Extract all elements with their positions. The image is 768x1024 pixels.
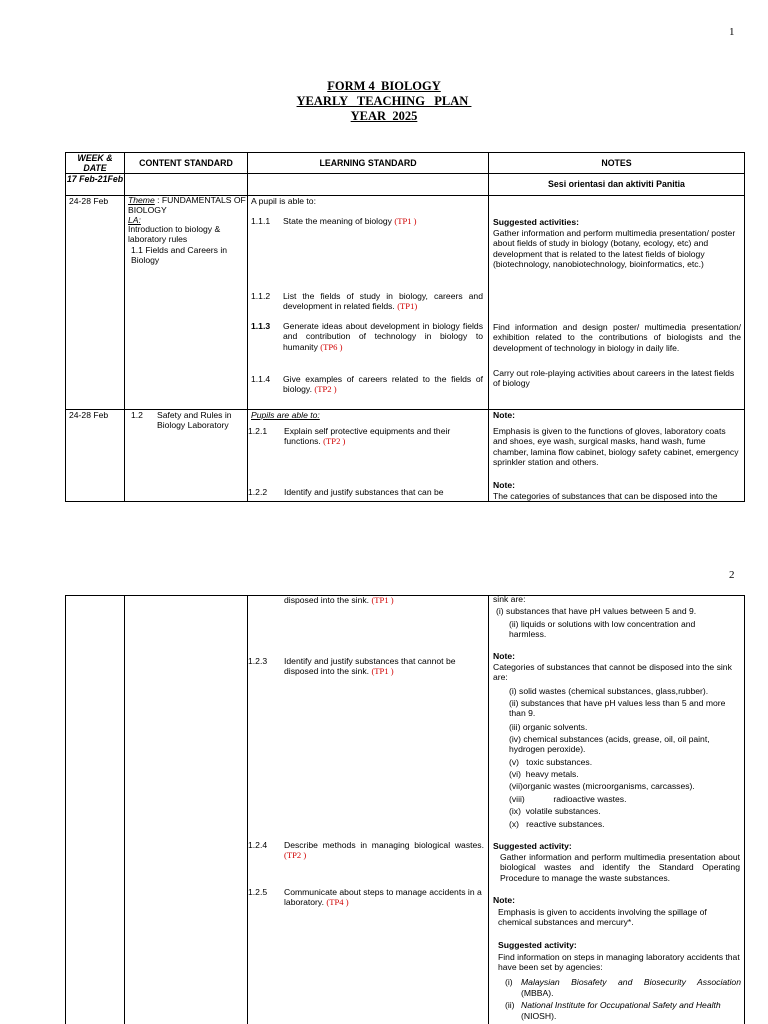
ls-text: Describe methods in managing biological wastes. (TP2 ) bbox=[284, 840, 484, 861]
suggested-activities-label: Suggested activities: bbox=[493, 217, 579, 227]
orientation-note: Sesi orientasi dan aktiviti Panitia bbox=[548, 179, 685, 189]
note-list-item: (ii) liquids or solutions with low concentration and harmless. bbox=[509, 619, 696, 640]
title-line: FORM 4 BIOLOGY bbox=[327, 79, 441, 93]
note-label: Note: bbox=[493, 651, 515, 661]
la-label: LA: bbox=[128, 215, 141, 225]
ls-text: Give examples of careers related to the fields of biology. (TP2 ) bbox=[283, 374, 483, 395]
suggested-activity-label: Suggested activity: bbox=[493, 841, 572, 851]
header-content-standard: CONTENT STANDARD bbox=[139, 158, 233, 168]
suggested-activities-text: Gather information and perform multimedia presentation/ poster about fields of study in biology (botany, ecology, etc) and development that is related to the latest fields of biology (biotechnology, nanobiotechnology, bioinformatics, etc.) bbox=[493, 228, 736, 270]
topic-1-2: Safety and Rules in Biology Laboratory bbox=[157, 410, 232, 431]
note-text: Emphasis is given to accidents involving the spillage of chemical substances and mercury*. bbox=[498, 907, 707, 928]
week-date: 24-28 Feb bbox=[69, 196, 109, 206]
ls-text: Identify and justify substances that cannot be disposed into the sink. (TP1 ) bbox=[284, 656, 456, 677]
note-text: The categories of substances that can be disposed into the bbox=[493, 491, 718, 501]
la-value: Introduction to biology & laboratory rules bbox=[128, 224, 221, 245]
ls-text: List the fields of study in biology, careers and development in related fields. (TP1) bbox=[283, 291, 483, 312]
note-list-item: (i) solid wastes (chemical substances, glass,rubber). bbox=[509, 686, 709, 696]
agency-list-number: (ii) bbox=[505, 1000, 515, 1010]
ls-number: 1.2.5 bbox=[248, 887, 268, 897]
note-list-item: (ii) substances that have pH values less than 5 and more than 9. bbox=[509, 698, 726, 719]
topic-number: 1.2 bbox=[131, 410, 143, 420]
ls-text: Communicate about steps to manage accidents in a laboratory. (TP4 ) bbox=[284, 887, 482, 908]
note-list-item: (ix) volatile substances. bbox=[509, 806, 601, 816]
note-list-item: (v) toxic substances. bbox=[509, 757, 593, 767]
note-list-item: (iii) organic solvents. bbox=[509, 722, 588, 732]
week-date: 24-28 Feb bbox=[69, 410, 109, 420]
ls-text: Generate ideas about development in biology fields and contribution of technology in biology to humanity (TP6 ) bbox=[283, 321, 483, 352]
note-list-item: (iv) chemical substances (acids, grease, oil, oil paint, hydrogen peroxide). bbox=[509, 734, 710, 755]
note-list-item: (vii)organic wastes (microorganisms, carcasses). bbox=[509, 781, 695, 791]
agency-name: Malaysian Biosafety and Biosecurity Association bbox=[521, 977, 741, 987]
learning-intro: Pupils are able to: bbox=[251, 410, 320, 420]
note-label: Note: bbox=[493, 480, 515, 490]
agency-abbrev: (NIOSH). bbox=[521, 1011, 557, 1021]
ls-number: 1.1.2 bbox=[251, 291, 271, 301]
ls-text: disposed into the sink. (TP1 ) bbox=[284, 595, 394, 605]
page-number: 1 bbox=[729, 26, 735, 38]
ls-number: 1.1.3 bbox=[251, 321, 271, 331]
note-label: Note: bbox=[493, 895, 515, 905]
agency-abbrev: (MBBA). bbox=[521, 988, 554, 998]
week-date: 17 Feb-21Feb bbox=[66, 174, 124, 184]
ls-number: 1.2.2 bbox=[248, 487, 268, 497]
note-text: Carry out role-playing activities about careers in the latest fields of biology bbox=[493, 368, 735, 389]
note-list-item: (viii) radioactive wastes. bbox=[509, 794, 627, 804]
ls-text: State the meaning of biology (TP1 ) bbox=[283, 216, 417, 226]
header-learning-standard: LEARNING STANDARD bbox=[319, 158, 417, 168]
ls-text: Identify and justify substances that can be bbox=[284, 487, 444, 497]
ls-number: 1.1.1 bbox=[251, 216, 271, 226]
suggested-activity-text: Find information on steps in managing laboratory accidents that have been set by agencies: bbox=[498, 952, 740, 973]
note-text: Emphasis is given to the functions of gloves, laboratory coats and shoes, eye wash, surgical masks, hand wash, fume chamber, lamina flow cabinet, biology safety cabinet, emergency sprinkler station and others. bbox=[493, 426, 739, 468]
suggested-activity-label: Suggested activity: bbox=[498, 940, 577, 950]
ls-number: 1.2.3 bbox=[248, 656, 268, 666]
agency-name: National Institute for Occupational Safety and Health bbox=[521, 1000, 721, 1010]
note-text: Categories of substances that cannot be disposed into the sink are: bbox=[493, 662, 732, 683]
note-list-item: (i) substances that have pH values between 5 and 9. bbox=[496, 606, 697, 616]
header-notes: NOTES bbox=[601, 158, 632, 168]
page-number: 2 bbox=[729, 569, 735, 581]
header-week-date: WEEK & DATE bbox=[77, 153, 113, 173]
topic-1-1: 1.1 Fields and Careers in Biology bbox=[131, 245, 228, 266]
ls-text: Explain self protective equipments and their functions. (TP2 ) bbox=[284, 426, 451, 447]
note-list-item: (vi) heavy metals. bbox=[509, 769, 579, 779]
note-text: Find information and design poster/ multimedia presentation/ exhibition related to the contributions of biologists and the development of technology in biology in daily life. bbox=[493, 322, 741, 353]
note-text: sink are: bbox=[493, 594, 526, 604]
note-label: Note: bbox=[493, 410, 515, 420]
agency-list-number: (i) bbox=[505, 977, 513, 987]
note-list-item: (x) reactive substances. bbox=[509, 819, 605, 829]
title-line: YEAR 2025 bbox=[350, 109, 418, 123]
suggested-activity-text: Gather information and perform multimedia presentation about biological wastes and identify the Standard Operating Procedure to manage the waste substances. bbox=[500, 852, 740, 883]
theme: Theme : FUNDAMENTALS OF BIOLOGY bbox=[128, 195, 246, 216]
ls-number: 1.2.1 bbox=[248, 426, 268, 436]
ls-number: 1.2.4 bbox=[248, 840, 268, 850]
title-line: YEARLY TEACHING PLAN bbox=[296, 94, 472, 108]
ls-number: 1.1.4 bbox=[251, 374, 271, 384]
learning-intro: A pupil is able to: bbox=[251, 196, 316, 206]
document-title bbox=[0, 79, 768, 124]
